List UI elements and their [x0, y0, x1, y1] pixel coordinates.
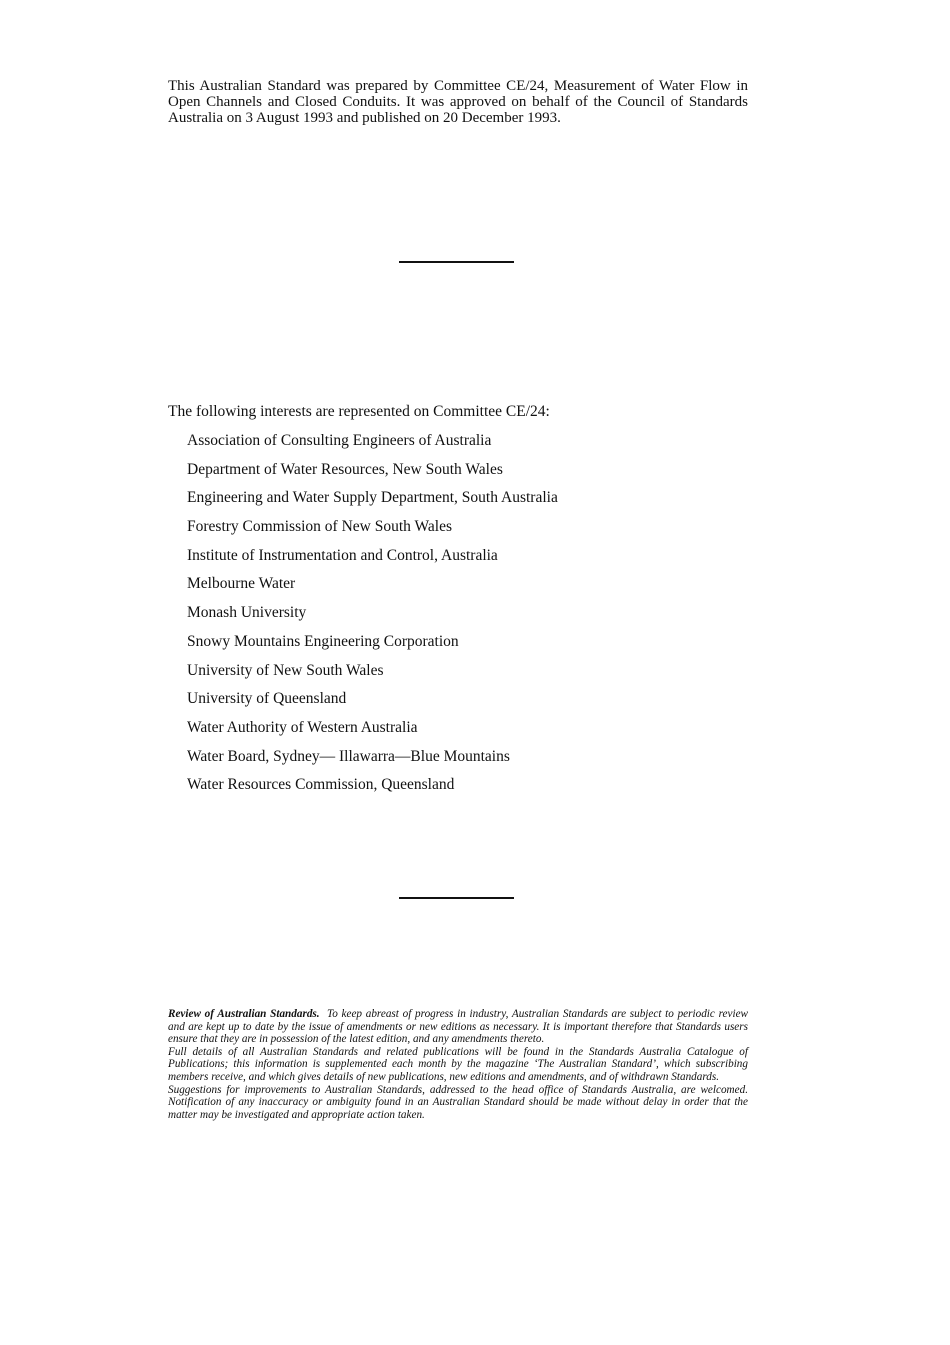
review-paragraph-1 [168, 1008, 748, 1046]
committee-member: University of New South Wales [187, 661, 384, 679]
section-divider-top [399, 261, 514, 263]
review-paragraph-3: Suggestions for improvements to Australian Standards, addressed to the head office of Standards Australia, are welcomed. Notification of any inaccuracy or ambiguity found in an Australian Standard should be made without delay in order that the matter may be investigated and appropriate action taken. [168, 1083, 748, 1121]
committee-member: Forestry Commission of New South Wales [187, 518, 452, 536]
committee-member: University of Queensland [187, 690, 347, 708]
committee-member: Monash University [187, 604, 307, 622]
committee-member: Department of Water Resources, New South Wales [187, 460, 503, 478]
review-notice [168, 1008, 748, 1121]
review-text-1: To keep abreast of progress in industry, Australian Standards are subject to periodic review and are kept up to date by the issue of amendments or new editions as necessary. It is important therefore that Standards users ensure that they are in possession of the latest edition, and any amendments thereto. [168, 1008, 749, 1046]
committee-member: Water Authority of Western Australia [187, 718, 418, 736]
review-lead: Review of Australian Standards. [168, 1008, 320, 1020]
committee-section [168, 403, 768, 805]
committee-member: Melbourne Water [187, 575, 296, 593]
committee-heading: The following interests are represented on Committee CE/24: [168, 403, 550, 420]
committee-member: Snowy Mountains Engineering Corporation [187, 632, 459, 650]
committee-member: Water Resources Commission, Queensland [187, 776, 455, 794]
committee-member: Institute of Instrumentation and Control, Australia [187, 546, 498, 564]
section-divider-bottom [399, 897, 514, 899]
committee-member: Engineering and Water Supply Department, South Australia [187, 489, 558, 507]
preparation-statement: This Australian Standard was prepared by Committee CE/24, Measurement of Water Flow in Open Channels and Closed Conduits. It was approved on behalf of the Council of Standards Australia on 3 August 1993 and published on 20 December 1993. [168, 78, 748, 126]
committee-member: Association of Consulting Engineers of Australia [187, 432, 492, 449]
review-paragraph-2: Full details of all Australian Standards and related publications will be found in the Standards Australia Catalogue of Publications; this information is supplemented each month by the magazine ‘The Australian Standard’, which subscribing members receive, and which gives details of new publications, new editions and amendments, and of withdrawn Standards. [168, 1045, 748, 1083]
committee-member: Water Board, Sydney— Illawarra—Blue Mountains [187, 747, 510, 765]
committee-member-list [168, 432, 768, 794]
